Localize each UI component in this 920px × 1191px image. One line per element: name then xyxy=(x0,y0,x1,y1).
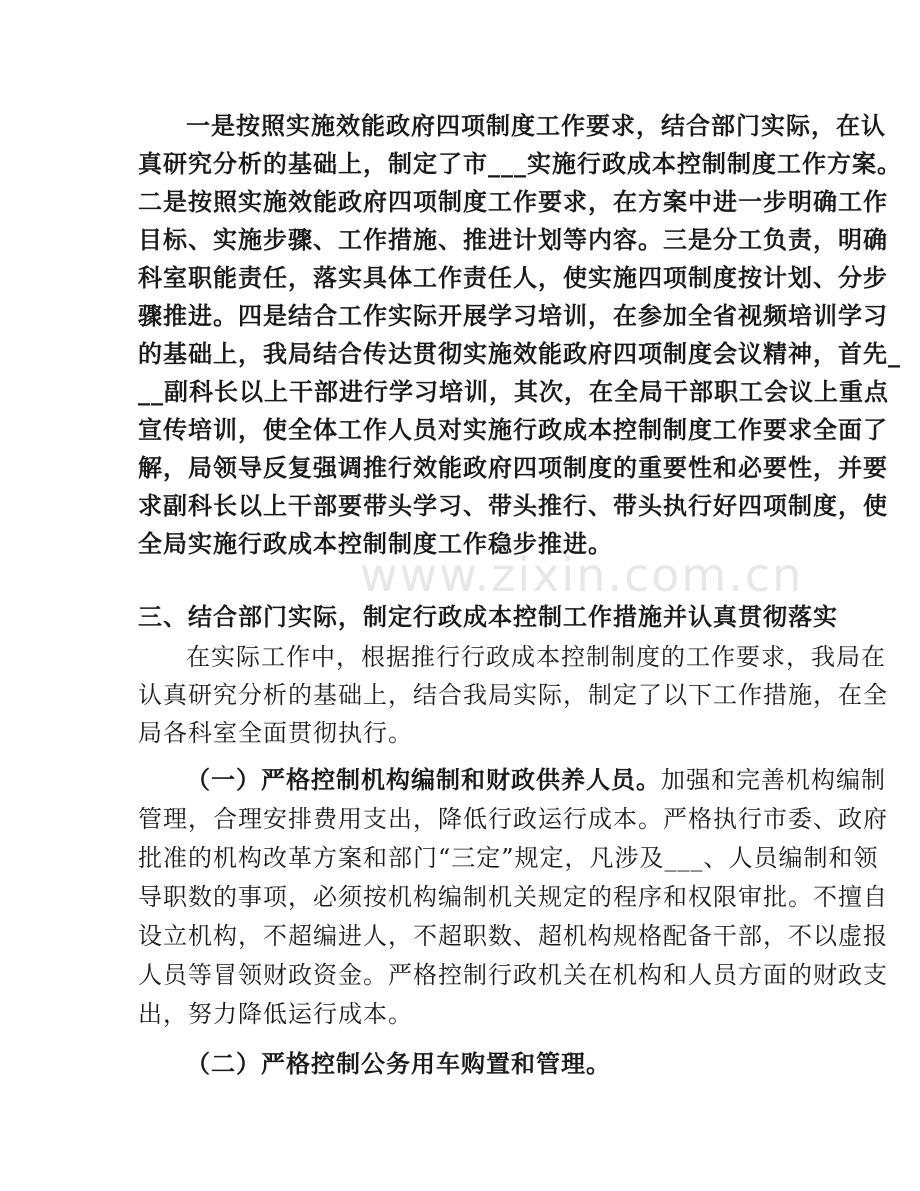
paragraph-1-line-7: 的基础上，我局结合传达贯彻实施效能政府四项制度会议精神，首先_ xyxy=(138,339,901,368)
item-1-line-4: 导职数的事项，必须按机构编制机关规定的程序和权限审批。不擅自 xyxy=(138,883,888,911)
paragraph-1-line-5: 科室职能责任，落实具体工作责任人，使实施四项制度按计划、分步 xyxy=(138,263,888,292)
paragraph-1-line-12: 全局实施行政成本控制制度工作稳步推进。 xyxy=(138,529,613,558)
paragraph-2-line-2: 认真研究分析的基础上，结合我局实际，制定了以下工作措施，在全 xyxy=(138,681,888,709)
paragraph-1-line-2: 真研究分析的基础上，制定了市___实施行政成本控制制度工作方案。 xyxy=(138,149,902,178)
paragraph-1-line-4: 目标、实施步骤、工作措施、推进计划等内容。三是分工负责，明确 xyxy=(138,225,888,254)
item-1-line-3: 批准的机构改革方案和部门“三定”规定，凡涉及___、人员编制和领 xyxy=(138,844,879,872)
watermark: www.zixin.com.cn xyxy=(360,548,804,602)
paragraph-1-line-6: 骤推进。四是结合工作实际开展学习培训，在参加全省视频培训学习 xyxy=(138,301,888,330)
paragraph-1-line-10: 解，局领导反复强调推行效能政府四项制度的重要性和必要性，并要 xyxy=(138,453,888,482)
item-1-title: （一）严格控制机构编制和财政供养人员。 xyxy=(186,765,661,794)
item-1-line-7: 出，努力降低运行成本。 xyxy=(138,1000,413,1028)
item-1-first-line xyxy=(186,760,886,800)
paragraph-2-line-1: 在实际工作中，根据推行行政成本控制制度的工作要求，我局在 xyxy=(186,643,886,671)
item-1-first-line-rest: 加强和完善机构编制 xyxy=(661,766,886,794)
paragraph-1-line-8: __副科长以上干部进行学习培训，其次，在全局干部职工会议上重点 xyxy=(138,377,889,406)
item-1-line-6: 人员等冒领财政资金。严格控制行政机关在机构和人员方面的财政支 xyxy=(138,961,888,989)
paragraph-1-line-11: 求副科长以上干部要带头学习、带头推行、带头执行好四项制度，使 xyxy=(138,491,888,520)
item-1-line-5: 设立机构，不超编进人，不超职数、超机构规格配备干部，不以虚报 xyxy=(138,922,888,950)
paragraph-2-line-3: 局各科室全面贯彻执行。 xyxy=(138,719,413,747)
paragraph-1-line-9: 宣传培训，使全体工作人员对实施行政成本控制制度工作要求全面了 xyxy=(138,415,888,444)
section-heading-3: 三、结合部门实际，制定行政成本控制工作措施并认真贯彻落实 xyxy=(138,602,838,631)
item-1-line-2: 管理，合理安排费用支出，降低行政运行成本。严格执行市委、政府 xyxy=(138,805,888,833)
item-2-title: （二）严格控制公务用车购置和管理。 xyxy=(186,1049,611,1078)
paragraph-1-line-3: 二是按照实施效能政府四项制度工作要求，在方案中进一步明确工作 xyxy=(138,187,888,216)
paragraph-1-line-1: 一是按照实施效能政府四项制度工作要求，结合部门实际，在认 xyxy=(186,111,886,140)
